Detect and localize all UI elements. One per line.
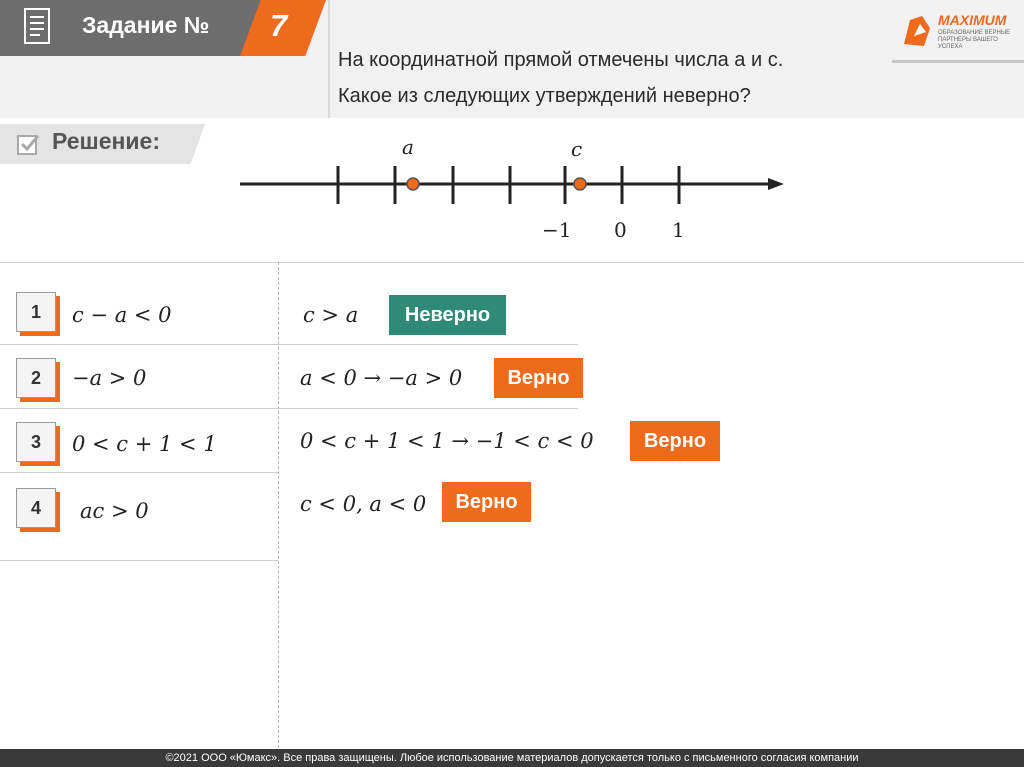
verdict-badge: Верно (630, 421, 720, 461)
question-line-1: На координатной прямой отмечены числа a и c. (338, 49, 784, 71)
row-divider (278, 408, 578, 409)
option-number-badge (16, 488, 56, 528)
solution-reasoning: 0 < c + 1 < 1 → −1 < c < 0 (300, 429, 594, 453)
tick-label-zero: 0 (614, 218, 627, 242)
number-line-arrow (768, 178, 784, 190)
tick-label-minus-one: −1 (542, 218, 572, 242)
option-number: 3 (16, 422, 56, 462)
option-statement: c − a < 0 (72, 303, 172, 327)
row-divider (0, 560, 278, 561)
verdict-badge: Верно (442, 482, 531, 522)
option-number: 2 (16, 358, 56, 398)
footer-copyright: ©2021 ООО «Юмакс». Все права защищены. Любое использование материалов допускается только с письменного согласия компании (0, 749, 1024, 767)
option-number: 4 (16, 488, 56, 528)
option-statement: −a > 0 (72, 366, 147, 390)
column-divider (278, 262, 279, 748)
point-c (574, 178, 586, 190)
option-number: 1 (16, 292, 56, 332)
row-divider (0, 344, 278, 345)
solution-label: Решение: (52, 128, 161, 154)
logo-subtitle: ОБРАЗОВАНИЕ ВЕРНЫЕ ПАРТНЕРЫ ВАШЕГО УСПЕХА (938, 30, 1011, 50)
task-label: Задание № (82, 12, 210, 38)
point-a-label: a (402, 135, 414, 159)
solution-reasoning: c > a (303, 303, 359, 327)
option-number-badge (16, 292, 56, 332)
question-line-2: Какое из следующих утверждений неверно? (338, 85, 751, 107)
solution-reasoning: a < 0 → −a > 0 (300, 366, 463, 390)
option-number-badge (16, 422, 56, 462)
point-c-label: c (571, 137, 583, 161)
row-divider (278, 344, 578, 345)
option-statement: 0 < c + 1 < 1 (72, 432, 217, 456)
row-divider (0, 408, 278, 409)
verdict-badge: Верно (494, 358, 583, 398)
table-top-divider (0, 262, 1024, 263)
task-number: 7 (270, 8, 288, 43)
row-divider (0, 472, 278, 473)
option-number-badge (16, 358, 56, 398)
solution-reasoning: c < 0, a < 0 (300, 492, 427, 516)
point-a (407, 178, 419, 190)
number-line (0, 0, 1024, 260)
option-statement: ac > 0 (80, 499, 149, 523)
verdict-badge: Неверно (389, 295, 506, 335)
logo-text: MAXIMUM (938, 12, 1007, 28)
tick-label-one: 1 (672, 218, 685, 242)
